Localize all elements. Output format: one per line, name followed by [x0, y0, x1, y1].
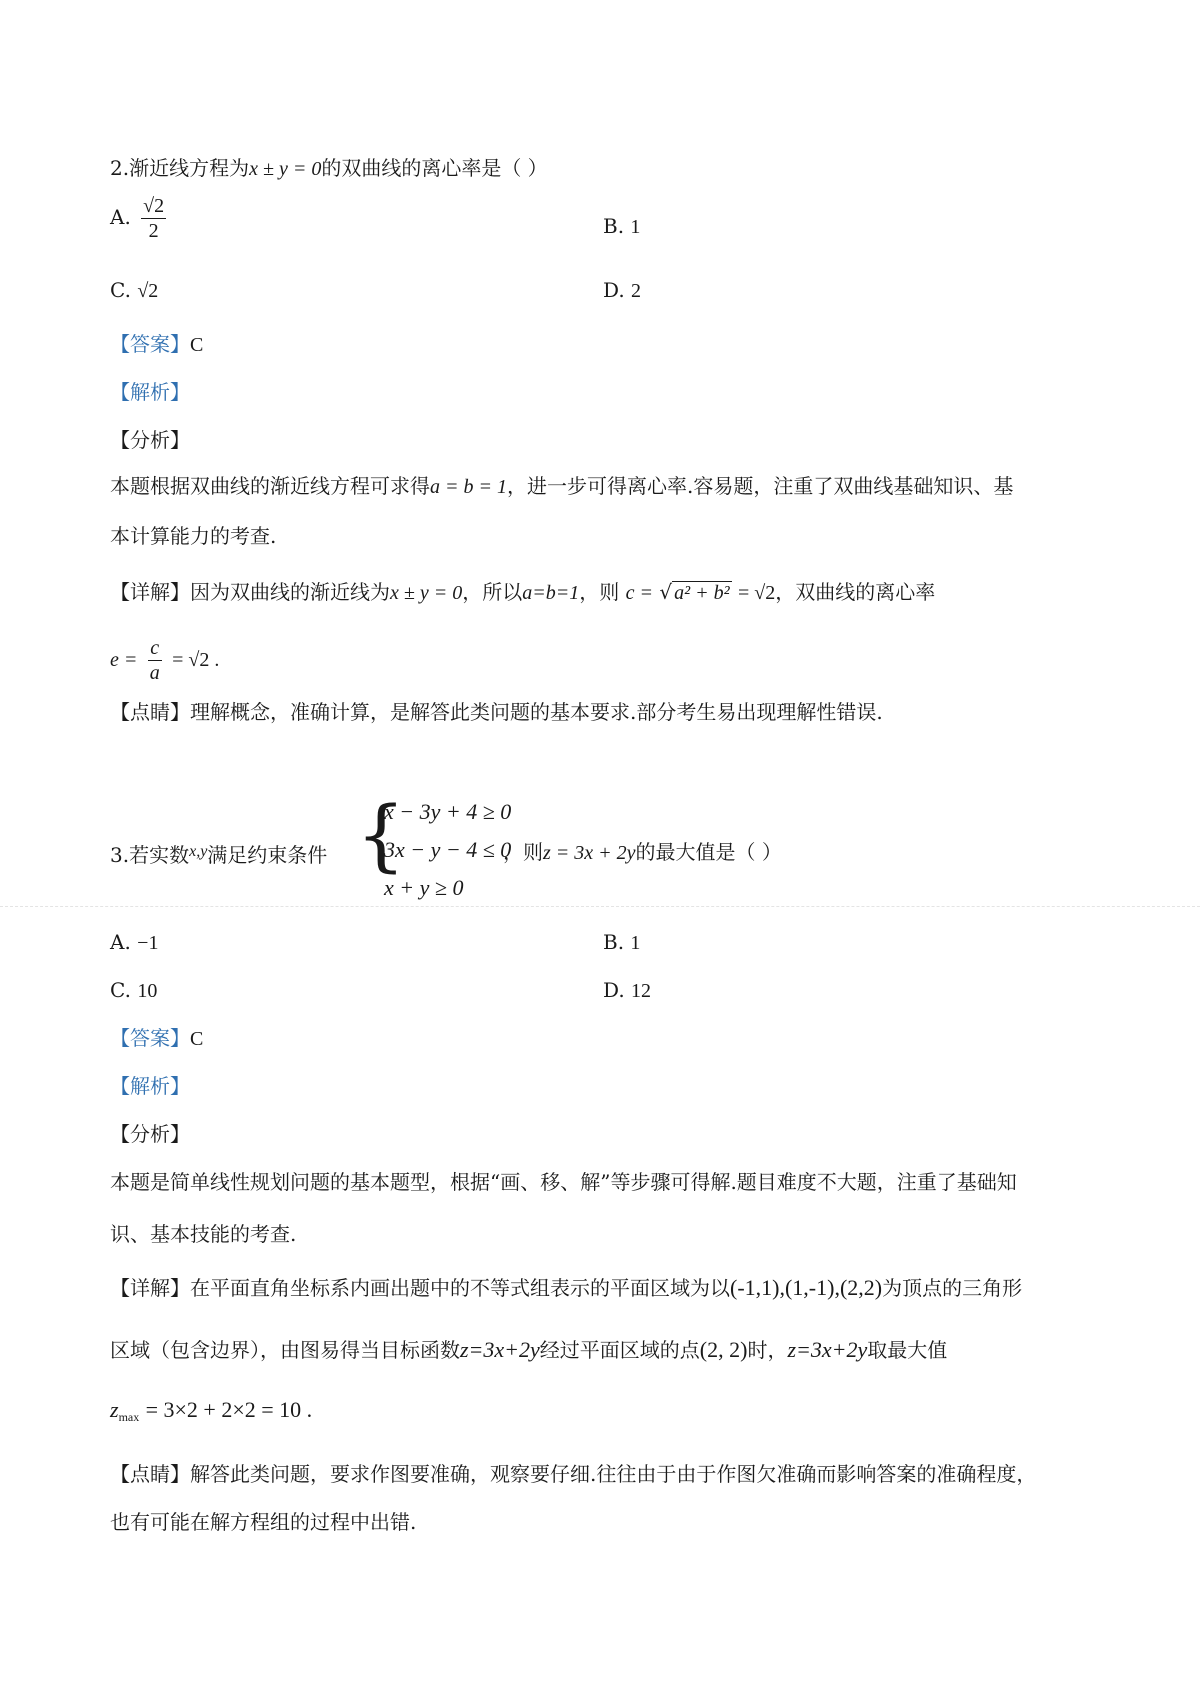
q2-option-b: [603, 212, 640, 241]
constraint-row: x + y ≥ 0: [384, 875, 464, 900]
q3-analysis-tag: 【解析】: [110, 1074, 190, 1098]
answer-tag: 【答案】: [110, 1026, 190, 1050]
q3-option-a: [110, 928, 158, 957]
q3-xiangjie-line-3: [110, 1396, 312, 1431]
radical-sign: √: [659, 580, 673, 604]
text-run: 满足约束条件: [207, 843, 328, 867]
answer-value: C: [190, 334, 204, 356]
inline-equation: c =: [625, 582, 653, 604]
radicand: a² + b²: [674, 582, 730, 604]
answer-value: C: [190, 1028, 204, 1050]
text-run: 取最大值: [867, 1338, 948, 1362]
q3-fenxi-line-1: 本题是简单线性规划问题的基本题型，根据“画、移、解”等步骤可得解.题目难度不大题，注重了基础知: [110, 1170, 1017, 1194]
q2-option-d: [603, 276, 641, 305]
inline-equation: a=b=1: [522, 582, 580, 604]
inline-equation: e =: [110, 649, 138, 671]
inline-equation: a = b = 1: [430, 476, 507, 498]
sqrt-expression: [659, 578, 731, 607]
q3-fenxi-line-2: 识、基本技能的考查.: [110, 1222, 297, 1246]
q2-xiangjie-line-1: [110, 578, 935, 607]
dianjing-tag: 【点睛】: [110, 700, 190, 724]
vertex-points: (-1,1),(1,-1),(2,2): [730, 1275, 883, 1300]
q3-xiangjie-line-1: [110, 1274, 1022, 1302]
q2-option-c: [110, 276, 158, 305]
option-value: 10: [137, 980, 158, 1002]
q3-answer: [110, 1024, 203, 1053]
option-value: 1: [630, 216, 641, 238]
text-run: ，则: [579, 580, 620, 604]
q3-dianjing-line-1: [110, 1460, 1036, 1488]
q2-option-a-fraction: [141, 194, 166, 243]
option-letter: C.: [110, 278, 131, 302]
option-letter: D.: [603, 978, 625, 1002]
option-letter: B.: [603, 930, 625, 954]
subscript: max: [118, 1410, 140, 1424]
text-run: 3.若实数: [110, 843, 190, 867]
option-letter: A.: [110, 205, 131, 229]
option-value: 12: [631, 980, 652, 1002]
xiangjie-tag: 【详解】: [110, 580, 190, 604]
inline-equation: x,y: [189, 843, 208, 860]
q2-dianjing: [110, 698, 883, 726]
inline-equation: z=3x+2y: [787, 1337, 868, 1362]
text-run: 理解概念，准确计算，是解答此类问题的基本要求.部分考生易出现理解性错误.: [190, 700, 883, 724]
q3-option-c: [110, 976, 157, 1005]
xiangjie-tag: 【详解】: [110, 1276, 190, 1300]
option-letter: C.: [110, 978, 131, 1002]
option-value: √2: [137, 280, 159, 302]
text-run: 因为双曲线的渐近线为: [190, 580, 390, 604]
text-run: ，则: [503, 840, 543, 864]
text-run: 本题根据双曲线的渐近线方程可求得: [110, 474, 430, 498]
q2-stem: [110, 154, 548, 183]
c-over-a-fraction: [148, 636, 162, 685]
page-divider: [0, 906, 1200, 907]
fraction-numerator: √2: [143, 195, 165, 217]
left-brace: {: [356, 791, 406, 881]
text-run: ，所以: [462, 580, 523, 604]
q2-stem-equation: x ± y = 0: [249, 158, 322, 180]
constraint-row: 3x − y − 4 ≤ 0: [384, 837, 512, 862]
text-run: 时，: [747, 1338, 788, 1362]
q3-option-b: [603, 928, 640, 957]
q2-answer: [110, 330, 203, 359]
q3-option-d: [603, 976, 651, 1005]
text-run: ，双曲线的离心率: [775, 580, 936, 604]
q3-dianjing-line-2: 也有可能在解方程组的过程中出错.: [110, 1510, 417, 1534]
option-value: 1: [630, 932, 641, 954]
text-run: 区域（包含边界），由图易得当目标函数: [110, 1338, 460, 1362]
text-run: 为顶点的三角形: [882, 1276, 1023, 1300]
inline-equation: = 3×2 + 2×2 = 10 .: [145, 1397, 313, 1422]
q3-fenxi-tag: 【分析】: [110, 1122, 190, 1146]
constraint-row: x − 3y + 4 ≥ 0: [384, 799, 512, 824]
fraction-denominator: a: [149, 662, 160, 684]
inline-equation: z: [110, 1397, 119, 1422]
text-run: 的最大值是（ ）: [635, 840, 782, 864]
q2-option-a: [110, 194, 170, 243]
inline-equation: = √2 .: [172, 649, 220, 671]
inline-equation: z=3x+2y: [460, 1337, 540, 1362]
q3-stem-post: [503, 838, 782, 867]
q2-stem-post: 的双曲线的离心率是（ ）: [321, 156, 548, 180]
text-run: ，进一步可得离心率.容易题，注重了双曲线基础知识、基: [507, 474, 1014, 498]
q3-stem-pre: [110, 838, 327, 869]
option-value: −1: [137, 932, 159, 954]
q2-analysis-tag: 【解析】: [110, 380, 190, 404]
option-letter: D.: [603, 278, 625, 302]
fraction-denominator: 2: [148, 220, 159, 242]
option-letter: A.: [110, 930, 131, 954]
inline-equation: x ± y = 0: [390, 582, 463, 604]
q2-fenxi-tag: 【分析】: [110, 428, 190, 452]
inline-equation: = √2: [737, 582, 776, 604]
fraction-numerator: c: [148, 636, 162, 661]
answer-tag: 【答案】: [110, 332, 190, 356]
inline-equation: z = 3x + 2y: [543, 842, 636, 864]
text-run: 经过平面区域的点: [539, 1338, 700, 1362]
option-value: 2: [631, 280, 642, 302]
q2-fenxi-line-2: 本计算能力的考查.: [110, 524, 277, 548]
q2-fenxi-line-1: [110, 472, 1013, 501]
dianjing-tag: 【点睛】: [110, 1462, 190, 1486]
q2-stem-pre: 2.渐近线方程为: [110, 156, 250, 180]
text-run: 在平面直角坐标系内画出题中的不等式组表示的平面区域为以: [190, 1276, 730, 1300]
q2-xiangjie-line-2: [110, 636, 219, 685]
point: (2, 2): [699, 1337, 748, 1362]
option-letter: B.: [603, 214, 625, 238]
text-run: 解答此类问题，要求作图要准确，观察要仔细.往往由于由于作图欠准确而影响答案的准确程度，: [190, 1462, 1037, 1486]
q3-xiangjie-line-2: [110, 1336, 947, 1364]
